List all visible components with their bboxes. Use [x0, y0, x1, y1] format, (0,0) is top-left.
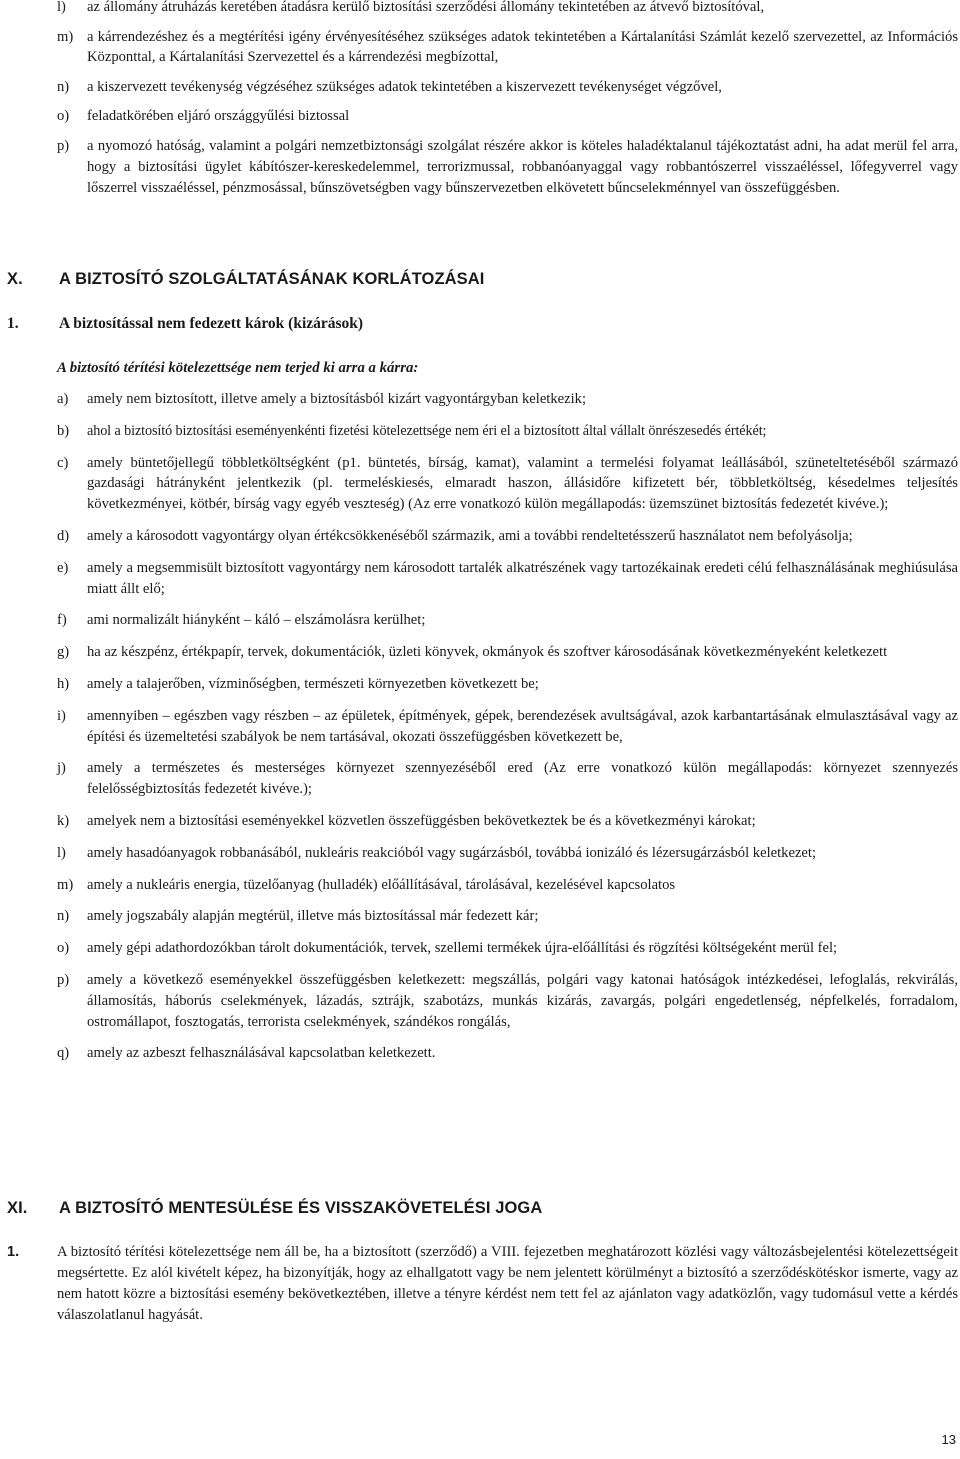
- list-marker: p): [57, 137, 70, 154]
- list-item: [0, 674, 960, 695]
- list-marker: f): [57, 612, 67, 629]
- list-item: [0, 558, 960, 600]
- list-item: [0, 1043, 960, 1064]
- section-title: A BIZTOSÍTÓ SZOLGÁLTATÁSÁNAK KORLÁTOZÁSAI: [59, 270, 485, 288]
- list-item-text: a kárrendezéshez és a megtérítési igény érvényesítéséhez szükséges adatok tekintetében a Kártalanítási Számlát kezelő szervezettel, az Információs Központtal, a Kártalanítási Szervezettel és a kárrendezési megbízottal,: [87, 28, 958, 65]
- list-marker: i): [57, 707, 66, 724]
- list-item: [0, 77, 960, 98]
- list-marker: e): [57, 559, 69, 576]
- paragraph-number: 1.: [7, 1244, 20, 1260]
- list-item: [0, 27, 960, 68]
- subsection-number: 1.: [7, 315, 19, 332]
- list-item: [0, 389, 960, 410]
- list-marker: k): [57, 812, 70, 829]
- list-item: [0, 106, 960, 127]
- list-item-text: feladatkörében eljáró országgyűlési biztossal: [87, 108, 350, 124]
- list-marker: g): [57, 644, 70, 661]
- exclusions-lead: A biztosító térítési kötelezettsége nem terjed ki arra a kárra:: [57, 360, 419, 376]
- list-item: [0, 758, 960, 800]
- paragraph-text: A biztosító térítési kötelezettsége nem áll be, ha a biztosított (szerződő) a VIII. fejezetben meghatározott közlési vagy változásbejelentési kötelezettségeit megsértette. Ez alól kivételt képez, ha bizonyítják, hogy az elhallgatott vagy be nem jelentett körülményt a biztosító a szerződéskötéskor ismerte, vagy az nem hatott közre a biztosítási esemény bekövetkeztében, illetve a tényre kérdést nem tett fel az ajánlaton vagy adatközlőn, vagy tudomásul vette a kérdés válaszolatlanul hagyását.: [57, 1244, 958, 1323]
- list-item-text: amely a következő eseményekkel összefüggésben keletkezett: megszállás, polgári vagy katonai hatóságok intézkedései, lefoglalás, rekvirálás, államosítás, háborús cselekmények, lázadás, sztrájk, szabotázs, munkás kizárás, zavargás, polgári engedetlenség, népfelkelés, forradalom, ostromállapot, fosztogatás, terrorista cselekmények, szándékos rongálás,: [87, 971, 958, 1030]
- list-item: [0, 706, 960, 748]
- list-item-text: az állomány átruházás keretében átadásra kerülő biztosítási szerződési állomány tekintetében az átvevő biztosítóval,: [87, 0, 765, 15]
- list-item: [0, 938, 960, 959]
- paragraph-xi-1: [0, 1242, 960, 1326]
- list-item-text: amely jogszabály alapján megtérül, illetve más biztosítással már fedezett kár;: [87, 908, 539, 925]
- list-marker: o): [57, 940, 70, 957]
- list-marker: m): [57, 876, 74, 893]
- list-item-text: ami normalizált hiányként – káló – elszámolásra kerülhet;: [87, 612, 426, 629]
- list-item: [0, 970, 960, 1032]
- list-item-text: amelyek nem a biztosítási eseményekkel közvetlen összefüggésben bekövetkeztek be és a következményi károkat;: [87, 812, 756, 829]
- exclusions-list: [0, 389, 960, 1064]
- list-marker: o): [57, 108, 70, 124]
- page-number: 13: [941, 1432, 956, 1447]
- list-item-text: amely hasadóanyagok robbanásából, nukleáris reakcióból vagy sugárzásból, továbbá ionizáló és lézersugárzásból keletkezet;: [87, 844, 817, 861]
- list-item-text: amely nem biztosított, illetve amely a biztosításból kizárt vagyontárgyban keletkezik;: [87, 391, 587, 407]
- list-item: [0, 811, 960, 832]
- list-item-text: amely büntetőjellegű többletköltségként (p1. büntetés, bírság, kamat), valamint a termelési folyamat leállásából, szüneteltetéséből származó gazdasági hátrányként jelentkezik (pl. termeléskiesés, elmaradt haszon, állásidőre kifizetett bér, többletköltség, késedelmes teljesítés következményei, kötbér, bírság vagy egyéb veszteség) (Az erre vonatkozó külön megállapodás: üzemszünet biztosítás fedezetét kivéve.);: [87, 454, 958, 513]
- list-item-text: amely a nukleáris energia, tüzelőanyag (hulladék) előállításával, tárolásával, kezelésével kapcsolatos: [87, 876, 676, 893]
- list-item: [0, 642, 960, 663]
- list-item-text: amely a megsemmisült biztosított vagyontárgy nem károsodott tartalék alkatrészének vagy tartozékainak eredeti célú felhasználásának meghiúsulása miatt állt elő;: [87, 559, 958, 597]
- list-item-text: amennyiben – egészben vagy részben – az épületek, építmények, gépek, berendezések avultságával, azok karbantartásának elmulasztásával vagy az építési és üzemeltetési szabályok be nem tartásával, okozati összefüggésben következett be,: [87, 707, 958, 745]
- subsection-title: A biztosítással nem fedezett károk (kizárások): [59, 315, 364, 332]
- list-item-text: amely gépi adathordozókban tárolt dokumentációk, tervek, szellemi termékek újra-előállítási és rögzítési költségeként merül fel;: [87, 940, 838, 957]
- list-marker: a): [57, 391, 69, 407]
- list-marker: l): [57, 844, 66, 861]
- list-item: [0, 526, 960, 547]
- list-item-text: ahol a biztosító biztosítási eseményenkénti fizetési kötelezettsége nem éri el a biztosított által vállalt önrészesedés értékét;: [87, 422, 767, 439]
- list-marker: h): [57, 675, 70, 692]
- list-marker: n): [57, 908, 70, 925]
- list-marker: p): [57, 971, 70, 988]
- list-item-text: a kiszervezett tevékenység végzéséhez szükséges adatok tekintetében a kiszervezett tevékenységet végzővel,: [87, 78, 722, 95]
- list-item: [0, 421, 960, 442]
- top-list: [0, 0, 960, 209]
- list-item: [0, 136, 960, 199]
- list-marker: l): [57, 0, 66, 15]
- section-title: A BIZTOSÍTÓ MENTESÜLÉSE ÉS VISSZAKÖVETELÉSI JOGA: [59, 1199, 543, 1217]
- list-item-text: a nyomozó hatóság, valamint a polgári nemzetbiztonsági szolgálat részére akkor is köteles haladéktalanul tájékoztatást adni, ha adat merül fel arra, hogy a biztosítási ügylet kábítószer-kereskedelemmel, terrorizmussal, robbanóanyaggal vagy robbantószerrel visszaéléssel, lőfegyverrel vagy lőszerrel visszaéléssel, pénzmosással, bűnszövetségben vagy bűnszervezetben elkövetett bűncselekménnyel van összefüggésben.: [87, 137, 958, 196]
- list-marker: m): [57, 28, 74, 45]
- list-item: [0, 843, 960, 864]
- list-item: [0, 453, 960, 515]
- section-number: XI.: [7, 1199, 28, 1217]
- list-item-text: amely a természetes és mesterséges környezet szennyezéséből ered (Az erre vonatkozó külön megállapodás: környezet szennyezés felelősségbiztosítás fedezetét kivéve.);: [87, 760, 958, 798]
- list-item-text: amely a károsodott vagyontárgy olyan értékcsökkenéséből származik, ami a további rendeltetésszerű használatot nem befolyásolja;: [87, 527, 853, 544]
- list-item: [0, 610, 960, 631]
- list-marker: j): [57, 760, 66, 777]
- section-number: X.: [7, 270, 23, 288]
- list-item: [0, 875, 960, 896]
- list-marker: n): [57, 78, 70, 95]
- list-marker: c): [57, 454, 69, 471]
- list-marker: d): [57, 527, 70, 544]
- list-item-text: ha az készpénz, értékpapír, tervek, dokumentációk, üzleti könyvek, okmányok és szoftver károsodásának következményeként keletkezett: [87, 644, 888, 661]
- list-marker: q): [57, 1045, 70, 1062]
- list-item-text: amely a talajerőben, vízminőségben, természeti környezetben következett be;: [87, 675, 539, 692]
- list-item-text: amely az azbeszt felhasználásával kapcsolatban keletkezett.: [87, 1045, 436, 1062]
- list-item: [0, 906, 960, 927]
- list-item: [0, 0, 960, 18]
- list-marker: b): [57, 422, 70, 439]
